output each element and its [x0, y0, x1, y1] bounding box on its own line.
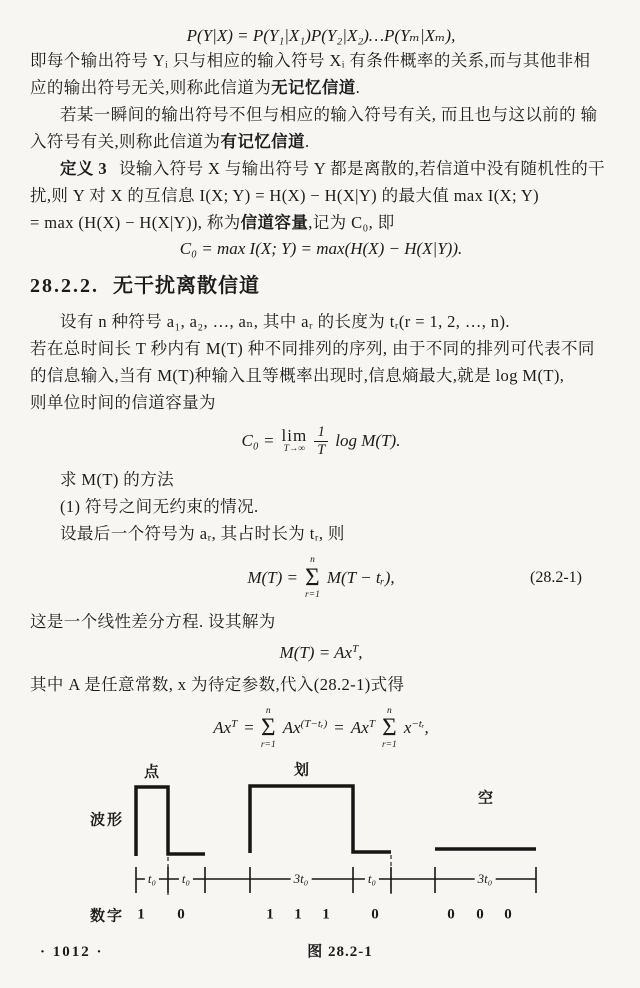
- paragraph-line: 即每个输出符号 Yᵢ 只与相应的输入符号 Xᵢ 有条件概率的关系,而与其他非相: [30, 51, 591, 70]
- section-heading: [30, 269, 612, 298]
- formula-capacity-limit: [30, 424, 612, 458]
- label-digits: 数字: [90, 908, 125, 925]
- eq-term: $x^{-tᵣ}$,: [403, 718, 429, 738]
- eq-term: $Ax^T$: [213, 718, 238, 738]
- paragraph-line: 设最后一个符号为 aᵣ, 其占时长为 tᵣ, 则: [60, 524, 345, 544]
- sigma-symbol: Σ: [382, 714, 397, 742]
- eq-term: $Ax^{(T-tᵣ)}$: [282, 718, 328, 738]
- text-run: ,记为 C₀, 即: [308, 213, 395, 232]
- paragraph-line: 若在总时间长 T 秒内有 M(T) 种不同排列的序列, 由于不同的排列可代表不同: [30, 339, 595, 358]
- paragraph-line: 则单位时间的信道容量为: [30, 393, 216, 412]
- axis-label-t0: t₀: [145, 871, 159, 887]
- sum-lower-limit: r=1: [305, 589, 320, 600]
- paragraph-line: [30, 128, 612, 155]
- sum-lower-limit: r=1: [381, 740, 397, 751]
- summation-operator: [305, 555, 320, 600]
- axis-label-t0: t₀: [365, 871, 379, 887]
- exponent: (T−tᵣ): [300, 718, 328, 731]
- text-run: 入符号有关,则称此信道为: [30, 132, 221, 151]
- page-number: · 1012 ·: [40, 944, 104, 960]
- text-run: .: [304, 132, 310, 151]
- axis-label-3t0: 3t₀: [291, 871, 312, 887]
- paragraph-line: 若某一瞬间的输出符号不但与相应的输入符号有关, 而且也与这以前的 输: [60, 105, 598, 124]
- fraction-denominator: T: [314, 441, 328, 459]
- section-number: 28.2.2.: [30, 275, 99, 297]
- formula-conditional-probability: P(Y|X) = P(Y₁|X₁)P(Y₂|X₂)…P(Yₘ|Xₘ),: [186, 26, 456, 45]
- equals-sign: =: [244, 718, 254, 738]
- digit-value: 0: [447, 906, 455, 923]
- paragraph-line: 这是一个线性差分方程. 设其解为: [30, 611, 276, 631]
- digit-value: 0: [371, 906, 379, 923]
- term-memoryless-channel: 无记忆信道: [271, 78, 356, 97]
- digit-value: 0: [476, 906, 484, 923]
- formula-substituted: [30, 706, 612, 751]
- fraction-one-over-T: [314, 424, 328, 458]
- text-run: .: [355, 78, 361, 97]
- fraction-numerator: 1: [317, 424, 325, 440]
- eq-lhs: C₀ =: [241, 431, 275, 451]
- sigma-symbol: Σ: [261, 714, 276, 742]
- term-channel-capacity: 信道容量: [240, 213, 309, 232]
- paragraph-line: 设有 n 种符号 a₁, a₂, …, aₙ, 其中 aᵣ 的长度为 tᵣ(r = 1, 2, …, n).: [60, 312, 510, 331]
- eq-lhs: M(T) =: [247, 567, 299, 587]
- label-waveform: 波形: [90, 812, 125, 829]
- sum-upper-limit: n: [265, 705, 271, 716]
- paragraph-line: 其中 A 是任意常数, x 为待定参数,代入(28.2-1)式得: [30, 674, 405, 694]
- equation-28-2-1: [30, 555, 612, 600]
- equals-sign: =: [334, 718, 344, 738]
- figure-caption: 图 28.2-1: [307, 943, 373, 960]
- paragraph-line: 求 M(T) 的方法: [60, 470, 174, 490]
- digit-value: 1: [137, 906, 145, 923]
- text-run: 应的输出符号无关,则称此信道为: [30, 78, 272, 97]
- paragraph-line: [30, 209, 612, 236]
- digit-value: 1: [322, 906, 330, 923]
- summation-operator: [261, 706, 276, 751]
- exponent: T: [231, 718, 238, 731]
- label-dash: 划: [293, 762, 311, 779]
- exponent: T: [368, 718, 375, 731]
- eq-term: $Ax^T$: [350, 718, 375, 738]
- digit-value: 0: [504, 906, 512, 923]
- lim-subscript: T→∞: [283, 443, 306, 454]
- digit-value: 0: [177, 906, 185, 923]
- paragraph-line: (1) 符号之间无约束的情况.: [60, 497, 259, 517]
- text-run: 设输入符号 X 与输出符号 Y 都是离散的,若信道中没有随机性的干: [118, 159, 606, 178]
- equation-number: (28.2-1): [530, 568, 582, 586]
- label-dot: 点: [143, 764, 161, 781]
- morse-waveform-graphic: [78, 759, 640, 934]
- formula-solution-axt: [30, 643, 612, 663]
- exponent: −tᵣ: [411, 718, 425, 731]
- paragraph-line: 扰,则 Y 对 X 的互信息 I(X; Y) = H(X) − H(X|Y) 的最大值 max I(X; Y): [30, 186, 540, 205]
- formula-channel-capacity: C₀ = max I(X; Y) = max(H(X) − H(X|Y)).: [179, 239, 463, 258]
- label-space: 空: [477, 790, 495, 807]
- paragraph-line: 的信息输入,当有 M(T)种输入且等概率出现时,信息熵最大,就是 log M(T),: [30, 366, 565, 385]
- digit-value: 1: [294, 906, 302, 923]
- digit-value: 1: [266, 906, 274, 923]
- sum-upper-limit: n: [387, 705, 392, 716]
- section-title: 无干扰离散信道: [113, 275, 260, 297]
- summation-operator: [382, 706, 397, 751]
- text-run: = max (H(X) − H(X|Y)), 称为: [30, 213, 241, 232]
- definition-label: 定义 3: [60, 159, 107, 178]
- figure-28-2-1: [78, 759, 640, 934]
- definition-3-line: [30, 155, 612, 182]
- sum-upper-limit: n: [310, 555, 315, 566]
- eq-rhs: M(T − tᵣ),: [326, 567, 395, 587]
- paragraph-line: [30, 74, 612, 101]
- term-memory-channel: 有记忆信道: [220, 132, 305, 151]
- axis-label-3t0: 3t₀: [475, 871, 496, 887]
- axis-label-t0: t₀: [179, 871, 193, 887]
- eq-term: $M(T) = Ax^T$,: [279, 642, 363, 662]
- exponent: T: [352, 642, 359, 655]
- lim-word: lim: [281, 425, 308, 445]
- limit-operator: [282, 427, 308, 455]
- sigma-symbol: Σ: [305, 563, 320, 591]
- eq-rhs: log M(T).: [335, 431, 401, 451]
- sum-lower-limit: r=1: [260, 740, 276, 751]
